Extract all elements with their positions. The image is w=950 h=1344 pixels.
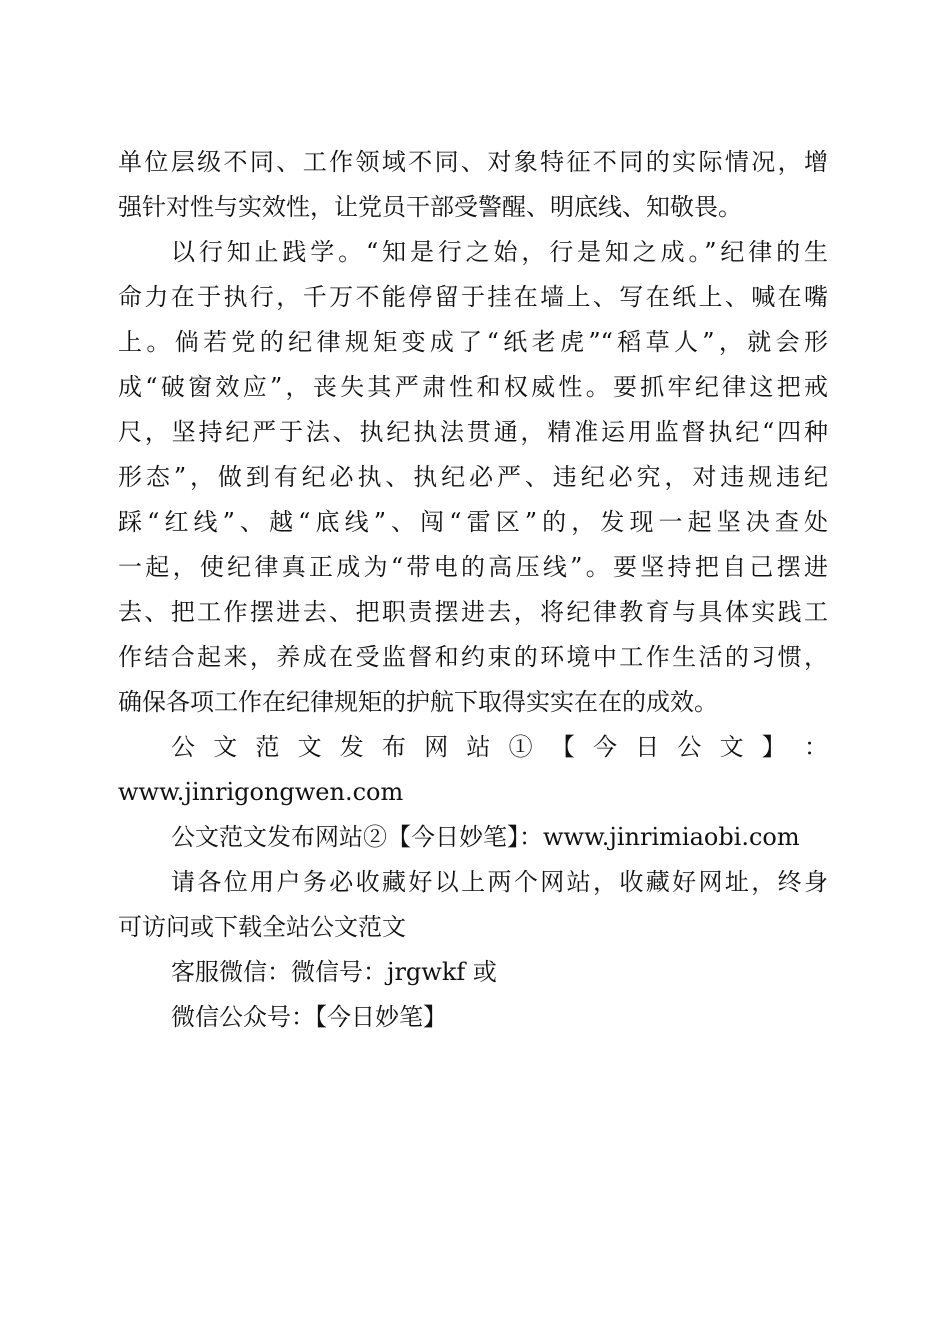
text-line: 踩“红线”、越“底线”、闯“雷区”的，发现一起坚决查处 [118,508,828,536]
website-1-url: www.jinrigongwen.com [118,778,404,806]
website-1-line: 公 文 范 文 发 布 网 站 ① 【 今 日 公 文 】 ： [171,733,828,761]
text-line: 尺，坚持纪严于法、执纪执法贯通，精准运用监督执纪“四种 [118,418,828,446]
text-line: 命力在于执行，千万不能停留于挂在墙上、写在纸上、喊在嘴 [118,283,828,311]
text-line: 成“破窗效应”，丧失其严肃性和权威性。要抓牢纪律这把戒 [118,373,828,401]
text-line: 单位层级不同、工作领域不同、对象特征不同的实际情况，增 [118,148,828,176]
wechat-service-line: 客服微信：微信号：jrgwkf 或 [171,958,497,986]
text-line: 形态”，做到有纪必执、执纪必严、违纪必究，对违规违纪 [118,463,828,491]
text-line: 上。倘若党的纪律规矩变成了“纸老虎”“稻草人”，就会形 [118,328,828,356]
document-body [118,140,828,1040]
notice-line: 请各位用户务必收藏好以上两个网站，收藏好网址，终身 [171,868,828,896]
text-line: 确保各项工作在纪律规矩的护航下取得实实在在的成效。 [118,688,718,716]
text-line: 强针对性与实效性，让党员干部受警醒、明底线、知敬畏。 [118,193,742,221]
text-line: 作结合起来，养成在受监督和约束的环境中工作生活的习惯， [118,643,828,671]
text-line: 一起，使纪律真正成为“带电的高压线”。要坚持把自己摆进 [118,553,828,581]
notice-line-end: 可访问或下载全站公文范文 [118,913,406,941]
paragraph-start-line: 以行知止践学。“知是行之始，行是知之成。”纪律的生 [171,238,828,266]
wechat-official-account-line: 微信公众号：【今日妙笔】 [171,1003,447,1031]
text-line: 去、把工作摆进去、把职责摆进去，将纪律教育与具体实践工 [118,598,828,626]
website-2-line: 公文范文发布网站②【今日妙笔】：www.jinrimiaobi.com [171,823,800,851]
